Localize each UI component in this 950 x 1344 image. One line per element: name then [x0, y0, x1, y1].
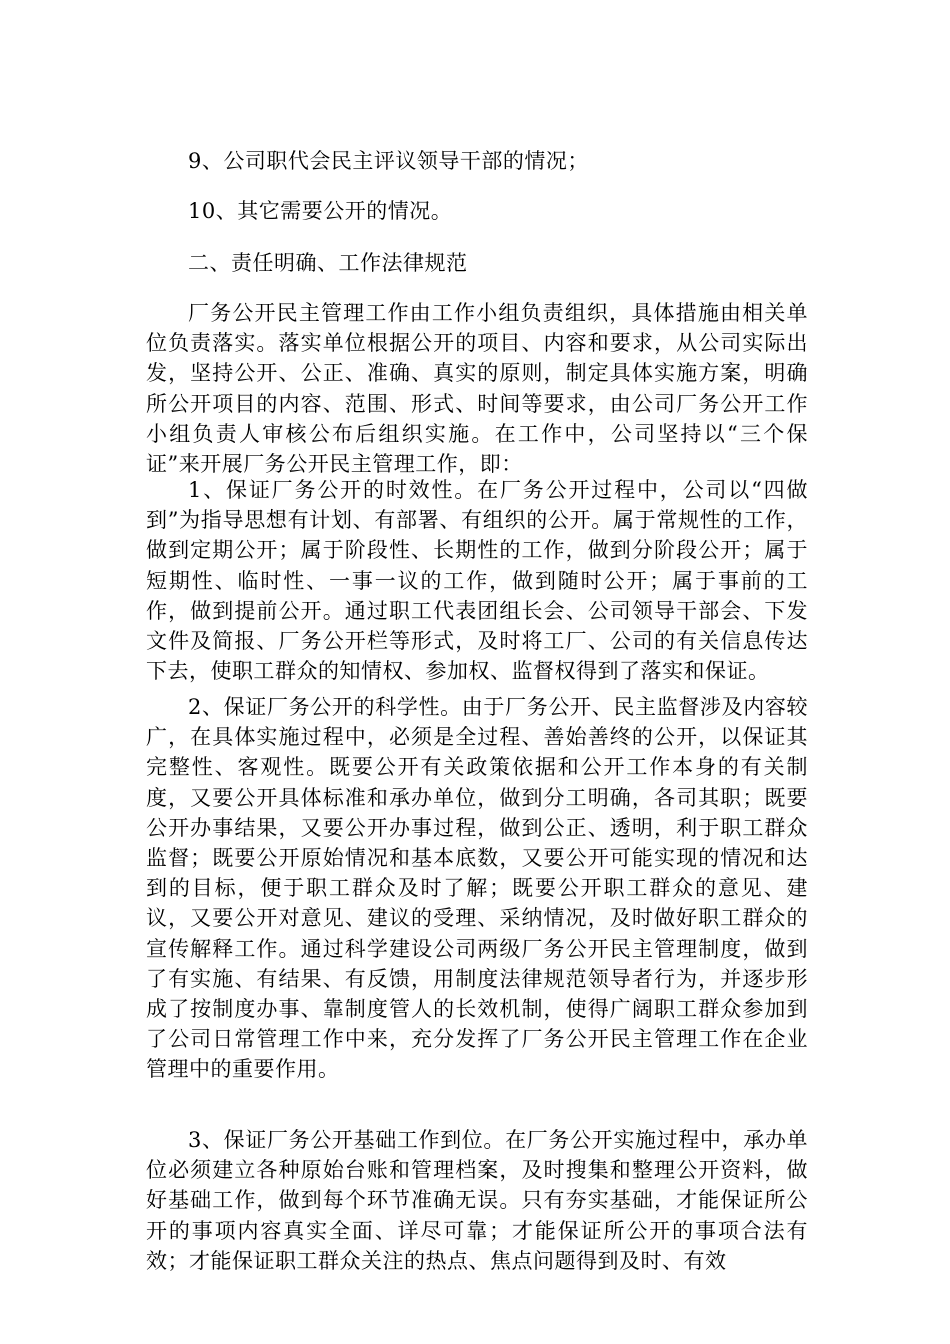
section-heading: 二、责任明确、工作法律规范 — [188, 251, 468, 275]
list-item-10: 10、其它需要公开的情况。 — [188, 199, 453, 223]
paragraph-responsibility: 厂务公开民主管理工作由工作小组负责组织，具体措施由相关单位负责落实。落实单位根据公开的项目、内容和要求，从公司实际出发，坚持公开、公正、准确、真实的原则，制定具体实施方案，明确所公开项目的内容、范围、形式、时间等要求，由公司厂务公开工作小组负责人审核公布后组织实施。在工作中，公司坚持以“三个保证”来开展厂务公开民主管理工作，即： — [146, 301, 808, 477]
paragraph-guarantee-3: 3、保证厂务公开基础工作到位。在厂务公开实施过程中，承办单位必须建立各种原始台账和管理档案，及时搜集和整理公开资料，做好基础工作，做到每个环节准确无误。只有夯实基础，才能保证所公开的事项内容真实全面、详尽可靠；才能保证所公开的事项合法有效；才能保证职工群众关注的热点、焦点问题得到及时、有效 — [146, 1128, 808, 1273]
paragraph-guarantee-1: 1、保证厂务公开的时效性。在厂务公开过程中，公司以“四做到”为指导思想有计划、有部署、有组织的公开。属于常规性的工作，做到定期公开；属于阶段性、长期性的工作，做到分阶段公开；属于短期性、临时性、一事一议的工作，做到随时公开；属于事前的工作，做到提前公开。通过职工代表团组长会、公司领导干部会、下发文件及简报、厂务公开栏等形式，及时将工厂、公司的有关信息传达下去，使职工群众的知情权、参加权、监督权得到了落实和保证。 — [146, 478, 808, 684]
list-item-9: 9、公司职代会民主评议领导干部的情况； — [188, 149, 589, 173]
paragraph-guarantee-2: 2、保证厂务公开的科学性。由于厂务公开、民主监督涉及内容较广，在具体实施过程中，必须是全过程、善始善终的公开，以保证其完整性、客观性。既要公开有关政策依据和公开工作本身的有关制度，又要公开具体标准和承办单位，做到分工明确，各司其职；既要公开办事结果，又要公开办事过程，做到公正、透明，利于职工群众监督；既要公开原始情况和基本底数，又要公开可能实现的情况和达到的目标，便于职工群众及时了解；既要公开职工群众的意见、建议，又要公开对意见、建议的受理、采纳情况，及时做好职工群众的宣传解释工作。通过科学建设公司两级厂务公开民主管理制度，做到了有实施、有结果、有反馈，用制度法律规范领导者行为，并逐步形成了按制度办事、靠制度管人的长效机制，使得广阔职工群众参加到了公司日常管理工作中来，充分发挥了厂务公开民主管理工作在企业管理中的重要作用。 — [146, 695, 808, 1082]
